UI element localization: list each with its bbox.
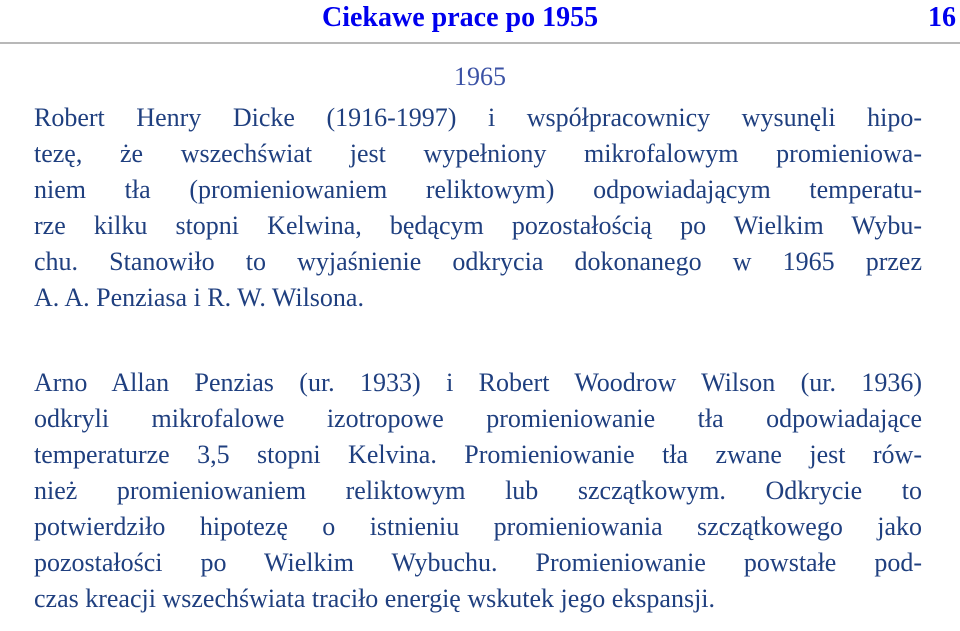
page-number: 16: [928, 2, 956, 33]
paragraph-line: czas kreacji wszechświata traciło energię wskutek jego ekspansji.: [34, 584, 716, 613]
paragraph-line: tezę, że wszechświat jest wypełniony mikrofalowym promieniowa-: [34, 139, 922, 168]
header-divider: [0, 42, 960, 44]
paragraph-line: potwierdziło hipotezę o istnieniu promieniowania szczątkowego jako: [34, 512, 922, 541]
paragraph-dicke: [34, 100, 922, 316]
paragraph-line: pozostałości po Wielkim Wybuchu. Promieniowanie powstałe pod-: [34, 548, 922, 577]
paragraph-line: rze kilku stopni Kelwina, będącym pozostałością po Wielkim Wybu-: [34, 211, 922, 240]
paragraph-line: nież promieniowaniem reliktowym lub szczątkowym. Odkrycie to: [34, 476, 922, 505]
header-title: Ciekawe prace po 1955: [322, 2, 599, 33]
year-heading: 1965: [454, 62, 506, 91]
paragraph-line: niem tła (promieniowaniem reliktowym) odpowiadającym temperatu-: [34, 175, 922, 204]
paragraph-line: odkryli mikrofalowe izotropowe promieniowanie tła odpowiadające: [34, 404, 922, 433]
paragraph-line: chu. Stanowiło to wyjaśnienie odkrycia dokonanego w 1965 przez: [34, 247, 922, 276]
paragraph-line: temperaturze 3,5 stopni Kelvina. Promieniowanie tła zwane jest rów-: [34, 440, 922, 469]
slide-header: [0, 0, 960, 44]
paragraph-line: Robert Henry Dicke (1916-1997) i współpracownicy wysunęli hipo-: [34, 103, 922, 132]
paragraph-line: Arno Allan Penzias (ur. 1933) i Robert Woodrow Wilson (ur. 1936): [34, 368, 922, 397]
paragraph-penzias-wilson: [34, 365, 922, 617]
paragraph-line: A. A. Penziasa i R. W. Wilsona.: [34, 283, 364, 312]
